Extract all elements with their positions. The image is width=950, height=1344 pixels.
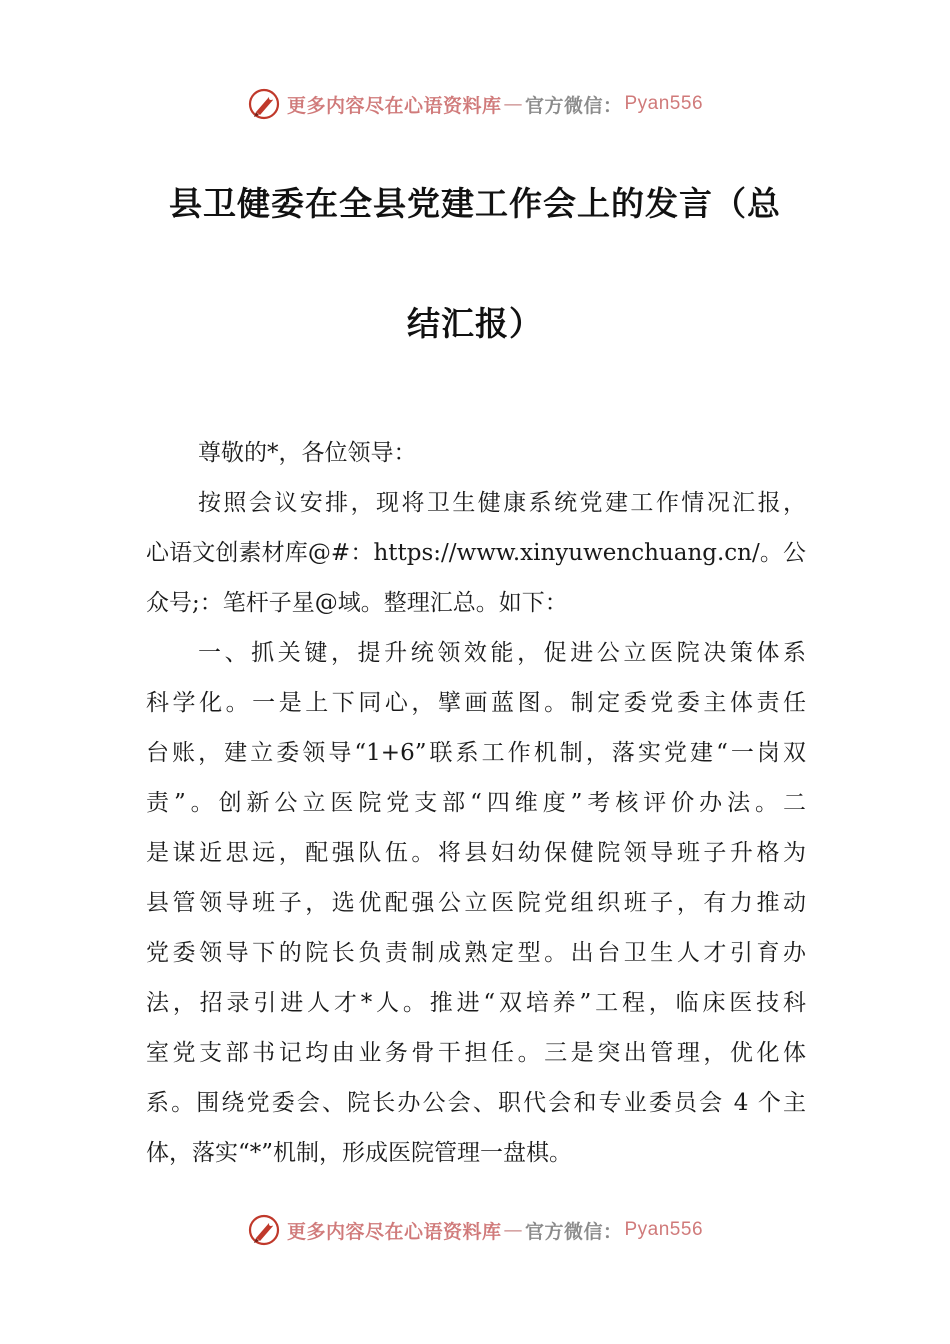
body-line: 法，招录引进人才*人。推进“双培养”工程，临床医技科: [146, 990, 806, 1016]
banner-brand: 更多内容尽在心语资料库: [286, 94, 502, 117]
body-line: 众号;：笔杆子星@域。整理汇总。如下：: [146, 590, 568, 616]
document-title-line-2: 结汇报）: [407, 304, 543, 343]
banner-dash: —: [503, 93, 523, 115]
salutation: 尊敬的*，各位领导：: [198, 440, 417, 466]
pen-nib-logo-icon: [247, 87, 281, 121]
body-line: 按照会议安排，现将卫生健康系统党建工作情况汇报，: [198, 490, 806, 516]
body-line: 室党支部书记均由业务骨干担任。三是突出管理，优化体: [146, 1040, 806, 1066]
body-line-url: 心语文创素材库@#：https://www.xinyuwenchuang.cn/。公: [146, 540, 806, 566]
body-line: 党委领导下的院长负责制成熟定型。出台卫生人才引育办: [146, 940, 806, 966]
banner-wechat-id: Pyan556: [624, 93, 704, 114]
pen-nib-logo-icon: [247, 1213, 281, 1247]
body-line: 责”。创新公立医院党支部“四维度”考核评价办法。二: [146, 790, 806, 816]
body-line: 一、抓关键，提升统领效能，促进公立医院决策体系: [198, 640, 806, 666]
banner-dash: —: [503, 1219, 523, 1241]
banner-brand: 更多内容尽在心语资料库: [286, 1220, 502, 1243]
body-line: 科学化。一是上下同心，擘画蓝图。制定委党委主体责任: [146, 690, 806, 716]
footer-banner: [0, 1210, 950, 1250]
banner-official: 官方微信：: [524, 1220, 623, 1243]
body-line: 体，落实“*”机制，形成医院管理一盘棋。: [146, 1140, 573, 1166]
document-title-line-1: 县卫健委在全县党建工作会上的发言（总: [169, 184, 781, 223]
body-line: 系。围绕党委会、院长办公会、职代会和专业委员会 4 个主: [146, 1090, 806, 1116]
banner-official: 官方微信：: [524, 94, 623, 117]
banner-wechat-id: Pyan556: [624, 1219, 704, 1240]
body-line: 是谋近思远，配强队伍。将县妇幼保健院领导班子升格为: [146, 840, 806, 866]
body-line: 县管领导班子，选优配强公立医院党组织班子，有力推动: [146, 890, 806, 916]
body-line: 台账，建立委领导“1+6”联系工作机制，落实党建“一岗双: [146, 740, 806, 766]
header-banner: [0, 84, 950, 124]
document-body: [146, 428, 806, 1178]
